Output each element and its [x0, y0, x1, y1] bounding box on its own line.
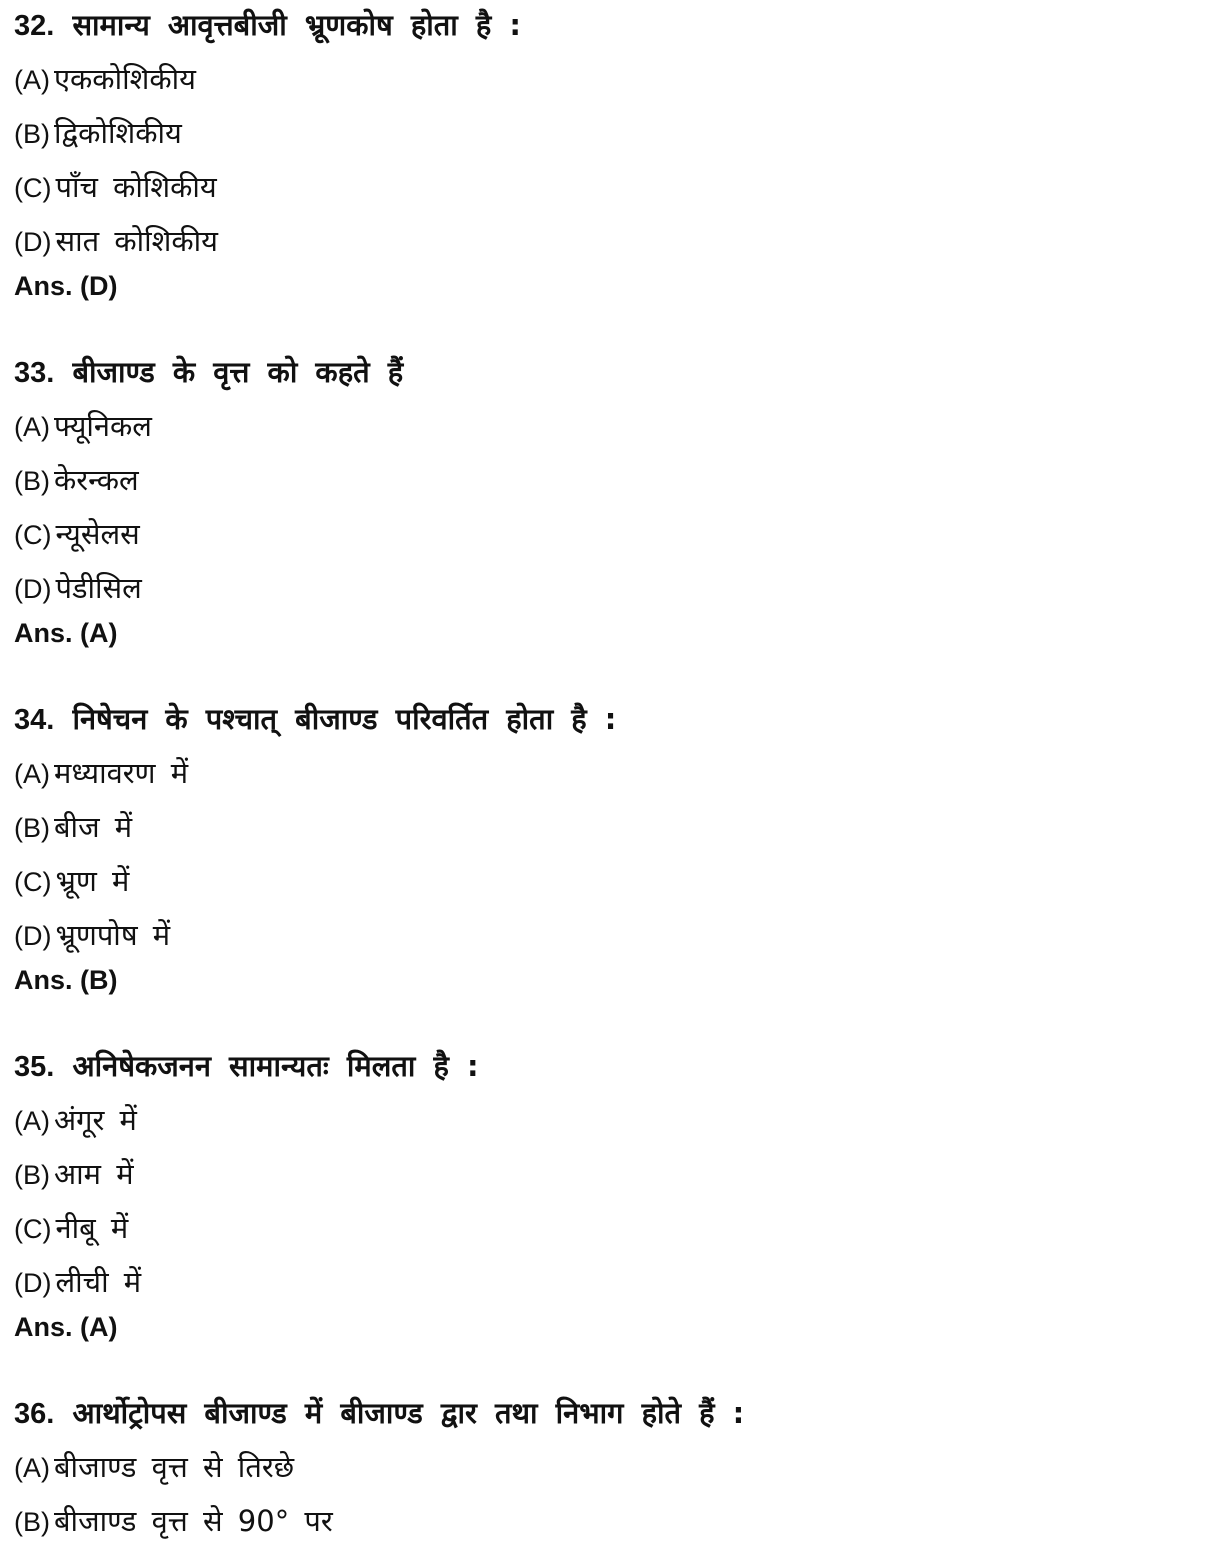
- option-text: न्यूसेलस: [55, 517, 140, 551]
- option-a: [14, 409, 403, 443]
- option-label: (C): [14, 867, 52, 897]
- question-title: [14, 1049, 479, 1083]
- option-text: लीची में: [55, 1265, 142, 1299]
- option-text: एककोशिकीय: [54, 62, 196, 96]
- question-32: [14, 8, 521, 302]
- question-33: [14, 355, 403, 649]
- option-text: द्विकोशिकीय: [54, 116, 182, 150]
- option-label: (A): [14, 1453, 50, 1483]
- question-number: 35.: [14, 1051, 55, 1083]
- option-text: बीजाण्ड वृत्त से तिरछे: [54, 1450, 295, 1484]
- option-label: (C): [14, 173, 52, 203]
- option-d: [14, 1265, 479, 1299]
- question-text: बीजाण्ड के वृत्त को कहते हैं: [72, 355, 404, 389]
- option-a: [14, 62, 521, 96]
- question-title: [14, 1396, 744, 1430]
- option-label: (D): [14, 1268, 52, 1298]
- option-label: (C): [14, 520, 52, 550]
- option-text: पाँच कोशिकीय: [55, 170, 217, 204]
- option-label: (C): [14, 1214, 52, 1244]
- option-c: [14, 170, 521, 204]
- option-c: [14, 517, 403, 551]
- question-title: [14, 702, 616, 736]
- option-text: फ्यूनिकल: [54, 409, 152, 443]
- question-title: [14, 8, 521, 42]
- option-text: बीजाण्ड वृत्त से 90° पर: [54, 1504, 333, 1538]
- option-text: अंगूर में: [54, 1103, 137, 1137]
- question-34: [14, 702, 616, 996]
- option-d: [14, 224, 521, 258]
- question-number: 33.: [14, 357, 55, 389]
- option-label: (B): [14, 1507, 50, 1537]
- question-text: आर्थोट्रोपस बीजाण्ड में बीजाण्ड द्वार तथा निभाग होते हैं :: [72, 1396, 745, 1430]
- option-label: (B): [14, 466, 50, 496]
- option-text: सात कोशिकीय: [55, 224, 218, 258]
- option-c: [14, 1211, 479, 1245]
- option-c: [14, 864, 616, 898]
- answer-label: Ans. (A): [14, 618, 118, 648]
- option-label: (A): [14, 412, 50, 442]
- question-35: [14, 1049, 479, 1343]
- question-text: अनिषेकजनन सामान्यतः मिलता है :: [72, 1049, 479, 1083]
- option-text: बीज में: [54, 810, 133, 844]
- option-a: [14, 1450, 744, 1484]
- option-d: [14, 918, 616, 952]
- option-text: नीबू में: [55, 1211, 129, 1245]
- question-title: [14, 355, 403, 389]
- option-text: आम में: [54, 1157, 134, 1191]
- option-b: [14, 1157, 479, 1191]
- question-number: 36.: [14, 1398, 55, 1430]
- option-text: केरन्कल: [54, 463, 139, 497]
- question-text: सामान्य आवृत्तबीजी भ्रूणकोष होता है :: [72, 8, 522, 42]
- option-label: (D): [14, 921, 52, 951]
- option-b: [14, 810, 616, 844]
- answer-label: Ans. (A): [14, 1312, 118, 1342]
- answer-label: Ans. (D): [14, 271, 118, 301]
- answer-label: Ans. (B): [14, 965, 118, 995]
- option-label: (A): [14, 1106, 50, 1136]
- option-b: [14, 1504, 744, 1538]
- option-label: (B): [14, 1160, 50, 1190]
- option-label: (B): [14, 119, 50, 149]
- option-label: (B): [14, 813, 50, 843]
- option-text: मध्यावरण में: [54, 756, 189, 790]
- option-b: [14, 463, 403, 497]
- option-text: पेडीसिल: [55, 571, 142, 605]
- option-text: भ्रूणपोष में: [55, 918, 171, 952]
- option-a: [14, 756, 616, 790]
- question-number: 34.: [14, 704, 55, 736]
- option-text: भ्रूण में: [55, 864, 130, 898]
- option-label: (A): [14, 65, 50, 95]
- question-number: 32.: [14, 10, 55, 42]
- option-label: (D): [14, 574, 52, 604]
- option-label: (A): [14, 759, 50, 789]
- option-b: [14, 116, 521, 150]
- option-d: [14, 571, 403, 605]
- option-label: (D): [14, 227, 52, 257]
- option-a: [14, 1103, 479, 1137]
- question-text: निषेचन के पश्चात् बीजाण्ड परिवर्तित होता है :: [72, 702, 617, 736]
- question-36: [14, 1396, 744, 1538]
